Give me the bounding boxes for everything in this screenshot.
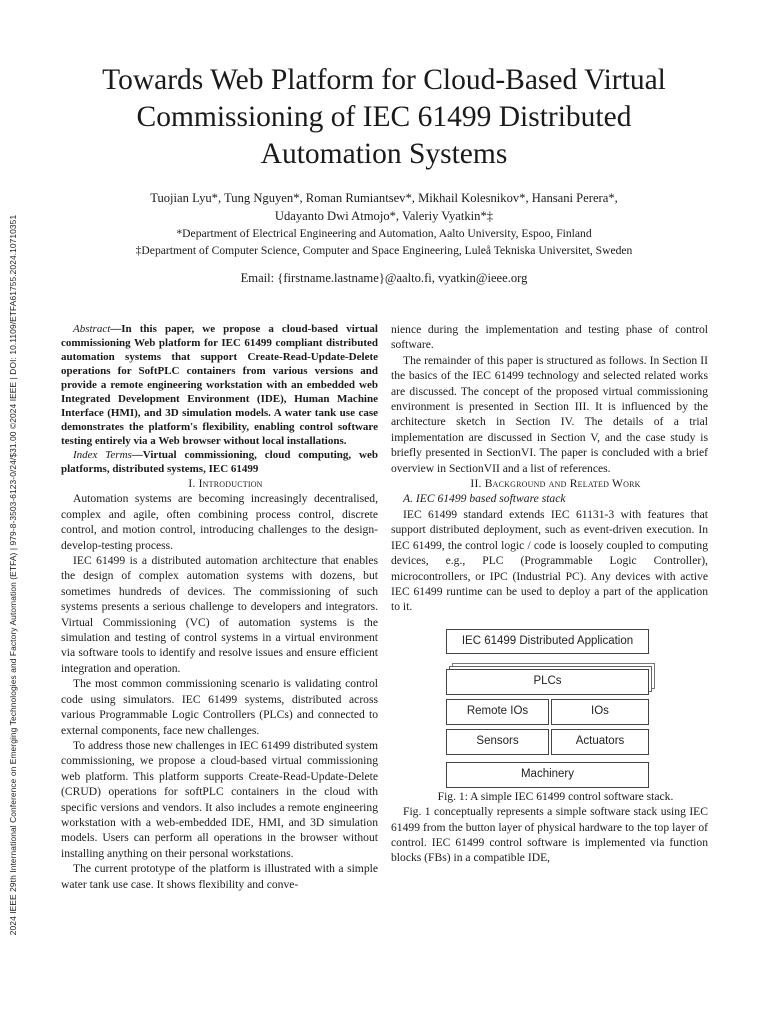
section-title: Background and Related Work	[484, 477, 641, 491]
continued-paragraph: nience during the implementation and testing phase of control software.	[391, 323, 708, 352]
remote-ios-box: Remote IOs	[446, 699, 549, 725]
outline-paragraph: The remainder of this paper is structured as follows. In Section II the basics of the IEC 61499 technology and selected related works are discussed. The concept of the proposed virtual commissioning environment is presented in Section III. It is influenced by the architecture sketch in Section IV. The details of a trial implementation are discussed in Section V, and the case study is briefly presented in SectionVI. The paper is concluded with a brief overview in SectionVII and a list of references.	[391, 353, 708, 475]
section-number: II.	[470, 477, 485, 491]
doi-sidebar	[6, 0, 20, 1024]
actuators-box: Actuators	[551, 729, 649, 755]
intro-paragraph-4: To address those new challenges in IEC 61499 distributed system commissioning, we propose a cloud-based virtual commissioning web platform. This platform supports Create-Read-Update-Delete (CRUD) operations for softPLC containers in the cloud with specific versions and vendors. It also includes a remote engineering workstation with a web-embedded IDE, HMI, and 3D simulation models. Users can perform all operations in the browser without installing anything on their personal workstations.	[61, 738, 378, 860]
machinery-box: Machinery	[446, 762, 649, 788]
abstract-text: —In this paper, we propose a cloud-based virtual commissioning Web platform for IEC 61499 compliant distributed automation systems that support Create-Read-Update-Delete operations for SoftPLC containers from various versions and provide a remote engineering workstation with an embedded web Integrated Development Environment (IDE), Human Machine Interface (HMI), and 3D simulation models. A water tank use case demonstrates the platform's flexibility, enabling control software testing entirely via a Web browser without local installations.	[61, 323, 378, 447]
title-line-1: Towards Web Platform for Cloud-Based Virtual	[102, 64, 666, 96]
intro-paragraph-5: The current prototype of the platform is illustrated with a simple water tank use case. It shows flexibility and conve-	[61, 862, 378, 891]
title-line-3: Automation Systems	[260, 138, 508, 170]
author-email: Email: {firstname.lastname}@aalto.fi, vyatkin@ieee.org	[240, 271, 528, 285]
paper-title	[60, 62, 708, 173]
background-paragraph-2: Fig. 1 conceptually represents a simple software stack using IEC 61499 from the button layer of physical hardware to the top layer of control. IEC 61499 control software is implemented via function blocks (FBs) in a compatible IDE,	[391, 805, 708, 865]
index-terms	[61, 448, 378, 476]
app-layer-box: IEC 61499 Distributed Application	[446, 629, 649, 654]
intro-paragraph-2: IEC 61499 is a distributed automation architecture that enables the design of complex automation systems with dozens, but sometimes hundreds of devices. The commissioning of such systems presents a serious challenge to developers and integrators. Virtual Commissioning (VC) of automation systems is the simulation and testing of control systems in a virtual environment via software tools to identify and resolve issues and ensure efficient integration and operation.	[61, 554, 378, 675]
figure-1-diagram	[391, 629, 708, 789]
intro-paragraph-1: Automation systems are becoming increasingly decentralised, complex and agile, often combining process control, discrete control, and motion control, introducing challenges to the design-develop-testing process.	[61, 492, 378, 552]
index-terms-lead: Index Terms	[73, 449, 132, 461]
ios-box: IOs	[551, 699, 649, 725]
sensors-box: Sensors	[446, 729, 549, 755]
left-column	[61, 322, 378, 892]
background-paragraph-1: IEC 61499 standard extends IEC 61131-3 with features that support distributed deployment, such as event-driven execution. In IEC 61499, the control logic / code is loosely coupled to computing devices, e.g., PLC (Programmable Logic Controller), microcontrollers, or IPC (Industrial PC). Any devices with active IEC 61499 runtime can be used to deploy a part of the application to it.	[391, 507, 708, 614]
figure-1-caption: Fig. 1: A simple IEC 61499 control software stack.	[437, 789, 674, 803]
abstract-lead: Abstract	[73, 323, 111, 335]
doi-sidebar-text: 2024 IEEE 29th International Conference on Emerging Technologies and Factory Automation (ETFA) | 979-8-3503-6123-0/24/$31.00 ©2024 IEEE | DOI: 10.1109/ETFA61755.2024.10710351	[8, 214, 18, 936]
section-title: Introduction	[198, 477, 263, 490]
subsection-heading-a: A. IEC 61499 based software stack	[403, 492, 566, 506]
plcs-layer-box: PLCs	[446, 669, 649, 695]
author-block	[60, 190, 708, 288]
section-heading-introduction	[61, 476, 378, 491]
section-heading-background	[391, 476, 708, 491]
right-column	[391, 322, 708, 866]
author-line-1: Tuojian Lyu*, Tung Nguyen*, Roman Rumiantsev*, Mikhail Kolesnikov*, Hansani Perera*,	[150, 191, 618, 205]
section-number: I.	[188, 477, 199, 490]
affiliation-2: ‡Department of Computer Science, Computer and Space Engineering, Luleå Tekniska Universitet, Sweden	[135, 244, 633, 257]
author-line-2: Udayanto Dwi Atmojo*, Valeriy Vyatkin*‡	[274, 208, 494, 223]
intro-paragraph-3: The most common commissioning scenario is validating control code using simulators. IEC 61499 systems, distributed across various Programmable Logic Controllers (PLCs) and connected to external components, face new challenges.	[61, 677, 378, 737]
affiliation-1: *Department of Electrical Engineering and Automation, Aalto University, Espoo, Finland	[176, 227, 592, 240]
abstract	[61, 322, 378, 448]
index-terms-text: —Virtual commissioning, cloud computing, web platforms, distributed systems, IEC 61499	[61, 449, 378, 475]
title-line-2: Commissioning of IEC 61499 Distributed	[136, 101, 632, 133]
